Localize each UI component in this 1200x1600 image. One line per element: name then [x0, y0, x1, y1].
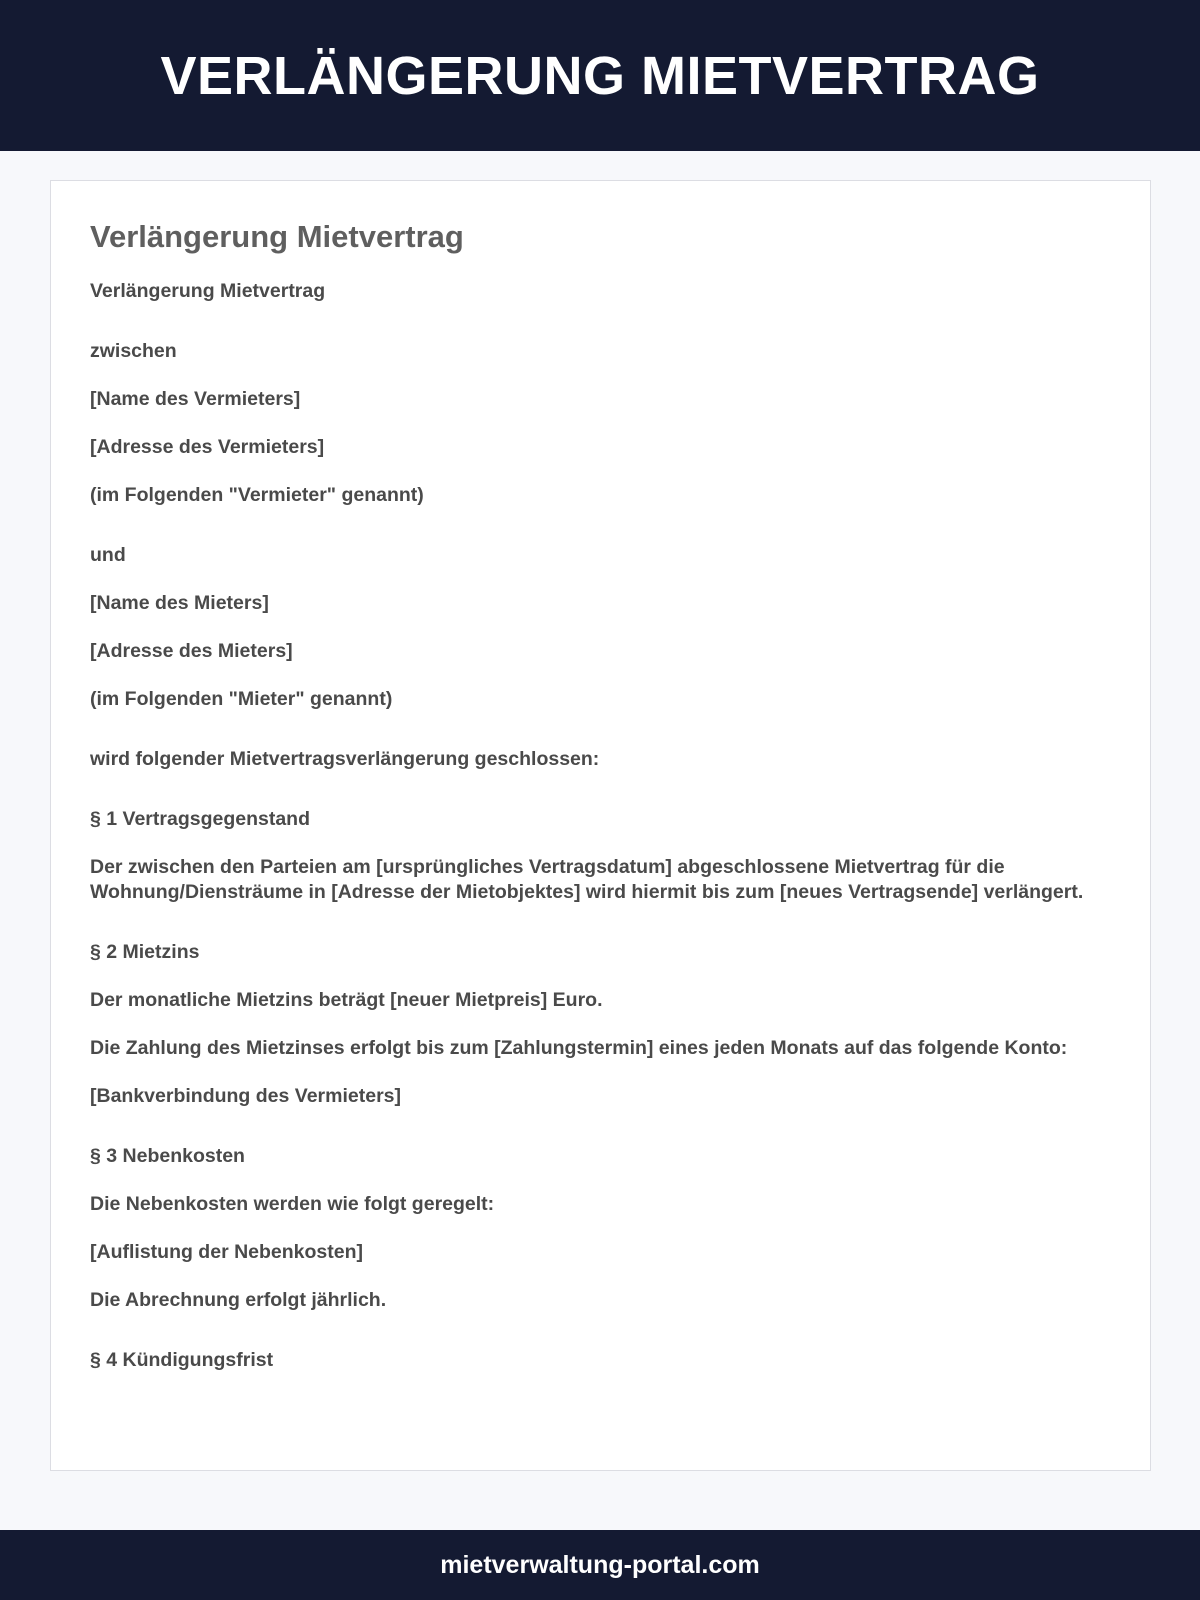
section-1-title: § 1 Vertragsgegenstand — [90, 808, 311, 830]
tenant-name: [Name des Mieters] — [90, 592, 269, 614]
intro-text: wird folgender Mietvertragsverlängerung geschlossen: — [90, 748, 600, 770]
between-label: zwischen — [90, 340, 177, 362]
landlord-address: [Adresse des Vermieters] — [90, 436, 325, 458]
document-heading: Verlängerung Mietvertrag — [90, 219, 464, 254]
and-label: und — [90, 544, 126, 566]
tenant-note: (im Folgenden "Mieter" genannt) — [90, 688, 393, 710]
landlord-note: (im Folgenden "Vermieter" genannt) — [90, 484, 424, 506]
section-1-text: Der zwischen den Parteien am [ursprüngliches Vertragsdatum] abgeschlossene Mietvertrag für die Wohnung/Diensträume in [Adresse der Mietobjektes] wird hiermit bis zum [neues Vertragsende] verlängert. — [90, 856, 1084, 903]
main-content — [0, 151, 1200, 1530]
section-4-title: § 4 Kündigungsfrist — [90, 1349, 274, 1371]
tenant-address: [Adresse des Mieters] — [90, 640, 293, 662]
page-title: VERLÄNGERUNG MIETVERTRAG — [160, 45, 1040, 106]
landlord-name: [Name des Vermieters] — [90, 388, 301, 410]
section-2-title: § 2 Mietzins — [90, 941, 200, 963]
footer-site-link[interactable]: mietverwaltung-portal.com — [440, 1550, 760, 1579]
section-2-text-payment: Die Zahlung des Mietzinses erfolgt bis zum [Zahlungstermin] eines jeden Monats auf das folgende Konto: — [90, 1037, 1068, 1059]
section-3-title: § 3 Nebenkosten — [90, 1145, 245, 1167]
document-card — [50, 180, 1151, 1471]
section-3-text-rules: Die Nebenkosten werden wie folgt geregelt: — [90, 1193, 495, 1215]
page-footer — [0, 1530, 1200, 1600]
section-2-text-rent: Der monatliche Mietzins beträgt [neuer Mietpreis] Euro. — [90, 989, 603, 1011]
section-3-text-list: [Auflistung der Nebenkosten] — [90, 1241, 364, 1263]
document-subtitle: Verlängerung Mietvertrag — [90, 280, 326, 302]
section-3-text-billing: Die Abrechnung erfolgt jährlich. — [90, 1289, 387, 1311]
section-2-text-bank: [Bankverbindung des Vermieters] — [90, 1085, 402, 1107]
page-header — [0, 0, 1200, 151]
